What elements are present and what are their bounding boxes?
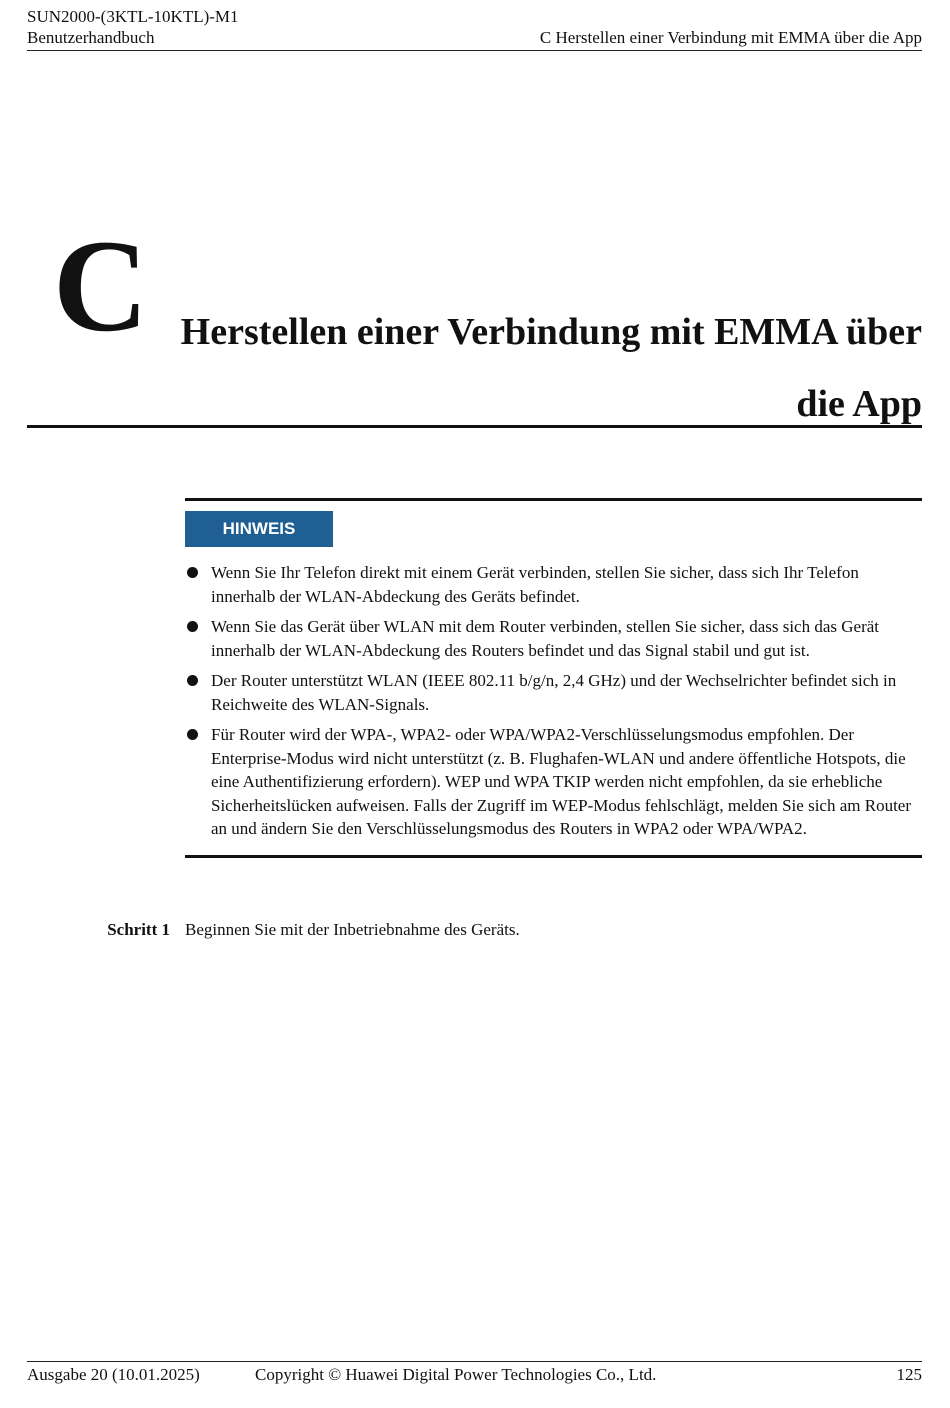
header-left (27, 6, 239, 48)
bullet-icon (187, 621, 198, 632)
header-document: Benutzerhandbuch (27, 28, 155, 47)
notice-badge: HINWEIS (185, 511, 333, 547)
notice-item (185, 615, 922, 662)
footer-copyright: Copyright © Huawei Digital Power Technologies Co., Ltd. (255, 1365, 657, 1384)
notice-item (185, 561, 922, 608)
page-footer (27, 1361, 922, 1388)
header-chapter: C Herstellen einer Verbindung mit EMMA über die App (539, 28, 922, 47)
bullet-icon (187, 567, 198, 578)
notice-item (185, 723, 922, 841)
step-text: Beginnen Sie mit der Inbetriebnahme des Geräts. (185, 920, 520, 939)
bullet-icon (187, 675, 198, 686)
header-product: SUN2000-(3KTL-10KTL)-M1 (27, 7, 239, 26)
notice-item-text: Der Router unterstützt WLAN (IEEE 802.11 b/g/n, 2,4 GHz) und der Wechselrichter befindet sich in Reichweite des WLAN-Signals. (211, 671, 897, 714)
notice-box (185, 498, 922, 858)
chapter-letter: C (53, 212, 147, 359)
notice-item-text: Für Router wird der WPA-, WPA2- oder WPA/WPA2-Verschlüsselungsmodus empfohlen. Der Enterprise-Modus wird nicht unterstützt (z. B. Flughafen-WLAN und andere öffentliche Hotspots, die eine Authentifizierung erfordern). WEP und WPA TKIP werden nicht empfohlen, da sie erhebliche Sicherheitslücken aufweisen. Falls der Zugriff im WEP-Modus fehlschlägt, melden Sie sich am Router an und ändern Sie den Verschlüsselungsmodus des Routers in WPA2 oder WPA/WPA2. (211, 725, 911, 838)
bullet-icon (187, 729, 198, 740)
chapter-title: Herstellen einer Verbindung mit EMMA über die App (180, 311, 922, 425)
chapter-heading (27, 212, 922, 428)
page-number: 125 (896, 1365, 922, 1384)
notice-item (185, 669, 922, 716)
footer-edition: Ausgabe 20 (10.01.2025) (27, 1365, 200, 1384)
notice-item-text: Wenn Sie Ihr Telefon direkt mit einem Gerät verbinden, stellen Sie sicher, dass sich Ihr Telefon innerhalb der WLAN-Abdeckung des Geräts befindet. (211, 563, 859, 606)
page-header (27, 6, 922, 51)
notice-list (185, 561, 922, 841)
step-label: Schritt 1 (107, 920, 170, 939)
notice-item-text: Wenn Sie das Gerät über WLAN mit dem Router verbinden, stellen Sie sicher, dass sich das Gerät innerhalb der WLAN-Abdeckung des Routers befindet und das Signal stabil und gut ist. (211, 617, 880, 660)
